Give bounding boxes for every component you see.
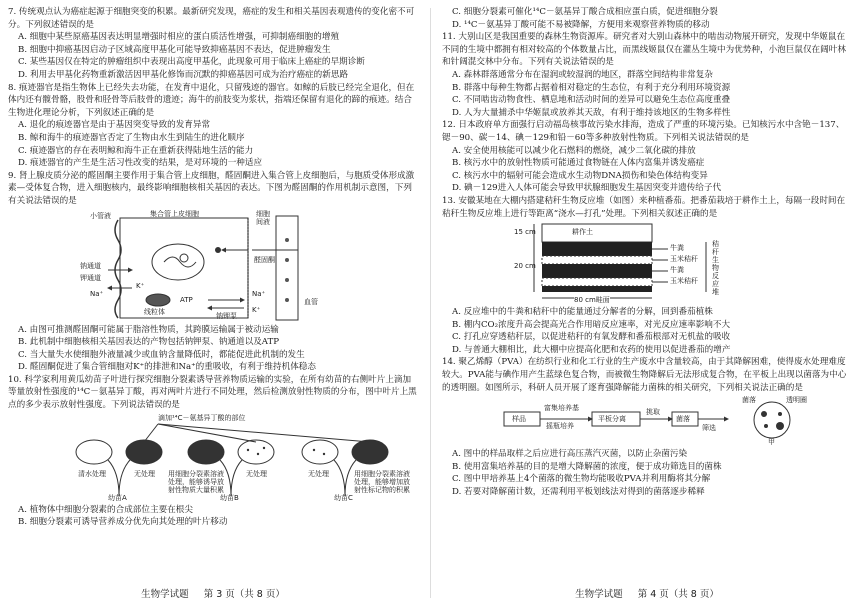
question-7 — [8, 6, 418, 82]
label-drop-site: 滴加¹⁴C－氨基异丁酸的部位 — [158, 413, 246, 422]
option-a: A. 植物体中细胞分裂素的合成部位主要在根尖 — [18, 504, 193, 515]
label-interstitium: 细胞间液 — [256, 209, 270, 226]
label-na-channel: 钠通道 — [80, 261, 101, 270]
option-d: D. 与普通大棚相比，此大棚中应提高化肥和农药的使用以促进番茄的增产 — [452, 344, 731, 355]
label-blood-vessel: 血管 — [304, 297, 318, 306]
label-clear-zone: 透明圈 — [786, 396, 807, 405]
page-footer — [8, 589, 418, 602]
label-a-right: 无处理 — [134, 469, 155, 478]
label-aldosterone: 醛固酮 — [254, 255, 275, 264]
footer-page-number: 第 4 页（共 8 页） — [637, 589, 719, 601]
option-a: A. 由图可推测醛固酮可能属于脂溶性物质，其跨膜运输属于被动运输 — [18, 324, 279, 335]
option-b: B. 鲸和海牛的痕迹器官否定了生物由水生到陆生的进化顺序 — [18, 132, 245, 143]
label-na-pump: 钠钾泵 — [216, 311, 237, 320]
label-mitochondria: 线粒体 — [144, 307, 165, 316]
option-a: A. 退化的痕迹器官是由于基因突变导致的发育异常 — [18, 120, 211, 131]
label-shake-culture: 摇瓶培养 — [546, 422, 574, 431]
label-seedling-c: 幼苗C — [334, 493, 353, 502]
option-d: D. 痕迹器官的产生是生活习性改变的结果，是对环境的一种适应 — [18, 158, 263, 169]
question-stem: 7. 传统观点认为癌症起源于细胞突变的积累。最新研究发现，癌症的发生和相关基因表观遗传的变化密不可分。下列叙述错误的是 — [8, 7, 415, 30]
option-c: C. 打孔应穿透秸秆层，以促进秸秆的有氧发酵和番茄根部对无机盐的吸收 — [452, 332, 731, 343]
option-b: B. 细胞中抑癌基因启动子区域高度甲基化可能导致抑癌基因不表达，促进肿瘤发生 — [18, 44, 331, 55]
option-b: B. 此机制中细胞核相关基因表达的产物包括钠钾泵、钠通道以及ATP — [18, 337, 280, 348]
question-stem: 11. 大别山区是我国重要的森林生物资源库。研究者对大别山森林中的啮齿动物展开研究，发现中华姬鼠在不同的生境中都拥有相对较高的个体数量占比，而黑线姬鼠仅在灌丛生境中为优势种，小泡巨鼠仅在阔叶林和针阔混交林中分布。下列有关说法错误的是 — [442, 32, 846, 68]
page-4 — [442, 6, 852, 602]
label-layer-4: 玉米秸秆 — [670, 277, 698, 286]
page-footer — [442, 589, 852, 602]
label-b-left: 用细胞分裂素溶液处理，能够诱导放射性物质大量积累 — [168, 469, 224, 494]
label-sample: 样品 — [512, 415, 526, 424]
question-stem: 8. 痕迹器官是指生物体上已经失去功能，在发育中退化，只留残迹的器官。如鲸的后肢已经完全退化，但在体内还有髋骨骼，股骨和胫骨等后肢骨的遗迹；海牛的前肢变为浆状，指端还保留有退化的蹄的痕迹。结合生物进化理论分析，下列叙述正确的是 — [8, 82, 415, 118]
option-d: D. 若要对降解菌计数，还需利用平板划线法对得到的菌落逐步稀释 — [452, 487, 705, 498]
option-a: A. 安全使用核能可以减少化石燃料的燃烧，减少二氧化碳的排放 — [452, 145, 696, 156]
option-c: C. 某些基因仅在特定的肿瘤组织中表现出高度甲基化，此现象可用于临床上癌症的早期诊断 — [18, 57, 365, 68]
question-stem: 12. 日本政府单方面强行启动福岛核事故污染水排海，造成了严重的环境污染。已知核污水中含铯－137、锶－90、碳－14、碘－129和铅－60等多种放射性物质。下列相关说法错误的是 — [442, 120, 845, 143]
option-b: B. 群落中每种生物都占据着相对稳定的生态位，有利于充分利用环境资源 — [452, 82, 731, 93]
label-screening: 筛选 — [702, 424, 716, 433]
question-9 — [8, 170, 418, 374]
footer-subject: 生物学试题 — [575, 589, 623, 601]
label-plate-jia: 甲 — [768, 438, 775, 447]
option-a: A. 图中的样品取样之后应进行高压蒸汽灭菌，以防止杂菌污染 — [452, 449, 688, 460]
label-k: K⁺ — [136, 281, 145, 290]
label-colony-2: 菌落 — [742, 396, 756, 405]
label-lumen: 小管液 — [90, 211, 111, 220]
question-8 — [8, 82, 418, 170]
option-b: B. 核污水中的放射性物质可能通过食物链在人体内富集并诱发癌症 — [452, 158, 705, 169]
question-10-continued — [442, 6, 852, 31]
label-a-left: 清水处理 — [78, 469, 106, 478]
option-c: C. 痕迹器官的存在表明鲸和海牛正在重新获得陆地生活的能力 — [18, 145, 254, 156]
label-height-2: 20 cm — [514, 262, 536, 271]
label-plate-separation: 平板分离 — [598, 415, 626, 424]
label-layer-3: 牛粪 — [670, 266, 684, 275]
question-11 — [442, 31, 852, 119]
option-c: C. 不同啮齿动物食性、栖息地和活动时间的差异可以避免生态位高度重叠 — [452, 95, 731, 106]
label-bed-width: 80 cm畦面 — [574, 296, 610, 305]
label-seedling-b: 幼苗B — [220, 493, 239, 502]
question-stem: 10. 科学家利用黄瓜幼苗子叶进行探究细胞分裂素诱导营养物质运输的实验，在所有幼苗的右侧叶片上滴加等量放射性强度的¹⁴C－氨基异丁酸，再对两叶片进行不同处理，然后检测放射性物质的分布，图中叶片上黑点的多少表示放射性强度。下列说法错误的是 — [8, 374, 417, 411]
page-divider — [430, 8, 431, 598]
option-c: C. 当大量失水使细胞外液量减少或血钠含量降低时，都能促进此机制的发生 — [18, 349, 305, 360]
label-na-2: Na⁺ — [252, 289, 266, 298]
question-stem: 14. 聚乙烯醇（PVA）在纺织行业和化工行业的生产废水中含量较高，由于其降解困难，使得废水处理难度较大。PVA能与碘作用产生蓝绿色复合物，而被微生物降解后无法形成复合物，在平板上出现以菌落为中心的透明圈。如图所示，科研人员开展了逐育强降解能力菌株的相关研究，下列相关说法正确的是 — [442, 357, 847, 393]
label-c-right: 用细胞分裂素溶液处理，能够增加放射性标记物的积累 — [354, 469, 410, 494]
option-d: D. 醛固酮促进了集合管细胞对K⁺的排泄和Na⁺的重吸收，有利于维持机体稳态 — [18, 362, 316, 373]
question-stem: 13. 安徽某地在大棚内搭建秸秆生物反应堆（如图）来种植番茄。把番茄栽培于耕作土上，每隔一段时间在秸秆生物反应堆上进行等距离“浇水—打孔”处理。下列相关叙述正确的是 — [442, 195, 846, 219]
option-d: D. 碘－129进入人体可能会导致甲状腺细胞发生基因突变并遗传给子代 — [452, 183, 722, 194]
label-colony: 菌落 — [676, 415, 690, 424]
page-3 — [8, 6, 418, 602]
question-14 — [442, 356, 852, 498]
bioreactor-diagram — [442, 222, 852, 304]
question-12 — [442, 119, 852, 195]
label-tilled-soil: 耕作土 — [572, 228, 593, 237]
label-c-left: 无处理 — [308, 469, 329, 478]
label-layer-2: 玉米秸秆 — [670, 255, 698, 264]
question-10 — [8, 374, 418, 529]
question-13 — [442, 195, 852, 357]
label-enrichment-medium: 富集培养基 — [544, 404, 579, 413]
label-cell: 集合管上皮细胞 — [150, 209, 199, 218]
footer-page-number: 第 3 页（共 8 页） — [203, 589, 285, 601]
footer-subject: 生物学试题 — [141, 589, 189, 601]
option-d: D. ¹⁴C－氨基异丁酸可能不易被降解，方便用来观察营养物质的移动 — [452, 19, 710, 30]
seedling-figure — [8, 414, 418, 502]
label-atp: ATP — [180, 295, 193, 304]
option-a: A. 反应堆中的牛粪和秸秆中的能量通过分解者的分解，回到番茄植株 — [452, 307, 713, 318]
label-k-channel: 钾通道 — [80, 273, 101, 282]
option-d: D. 人为大量捕杀中华姬鼠或放养其天敌，有利于维持该地区的生物多样性 — [452, 107, 731, 118]
question-stem: 9. 肾上腺皮质分泌的醛固酮主要作用于集合管上皮细胞，醛固酮进入集合管上皮细胞后，与胞质受体形成激素—受体复合物，进入细胞核内，最终影响细胞核相关基因的表达。下图为醛固酮的作用机制示意图，下列有关说法错误的是 — [8, 170, 415, 206]
option-d: D. 利用去甲基化药物重新激活因甲基化修饰而沉默的抑癌基因可成为治疗癌症的新思路 — [18, 69, 349, 80]
option-a: A. 森林群落通常分布在湿润或较湿润的地区，群落空间结构非常复杂 — [452, 69, 713, 80]
label-na: Na⁺ — [90, 289, 104, 298]
label-seedling-a: 幼苗A — [108, 493, 127, 502]
option-b: B. 使用富集培养基的目的是增大降解菌的浓度，便于成功筛选目的菌株 — [452, 461, 722, 472]
option-c: C. 细胞分裂素可催化¹⁴C－氨基异丁酸合成相应蛋白质，促进细胞分裂 — [452, 7, 718, 17]
option-c: C. 图中甲培养基上4个菌落的微生物均能吸收PVA并利用酶将其分解 — [452, 474, 711, 485]
aldosterone-figure — [8, 210, 418, 322]
aldosterone-diagram — [8, 210, 418, 322]
label-k-2: K⁺ — [252, 305, 261, 314]
label-layer-1: 牛粪 — [670, 244, 684, 253]
label-b-right: 无处理 — [246, 469, 267, 478]
label-pick: 挑取 — [646, 408, 660, 417]
option-b: B. 细胞分裂素可诱导营养成分优先向其处理的叶片移动 — [18, 517, 228, 528]
label-height-1: 15 cm — [514, 228, 536, 237]
label-bioreactor: 秸秆生物反应堆 — [712, 240, 719, 297]
option-c: C. 核污水中的辐射可能会造成水生动物DNA损伤和染色体结构变异 — [452, 170, 708, 181]
bioreactor-figure — [442, 222, 852, 304]
option-b: B. 棚内CO₂浓度升高会提高光合作用暗反应速率，对光反应速率影响不大 — [452, 319, 731, 330]
screening-flow-figure — [442, 396, 852, 446]
option-a: A. 细胞中某些原癌基因表达明显增强时相应的蛋白质活性增强，可抑制癌细胞的增殖 — [18, 32, 340, 43]
